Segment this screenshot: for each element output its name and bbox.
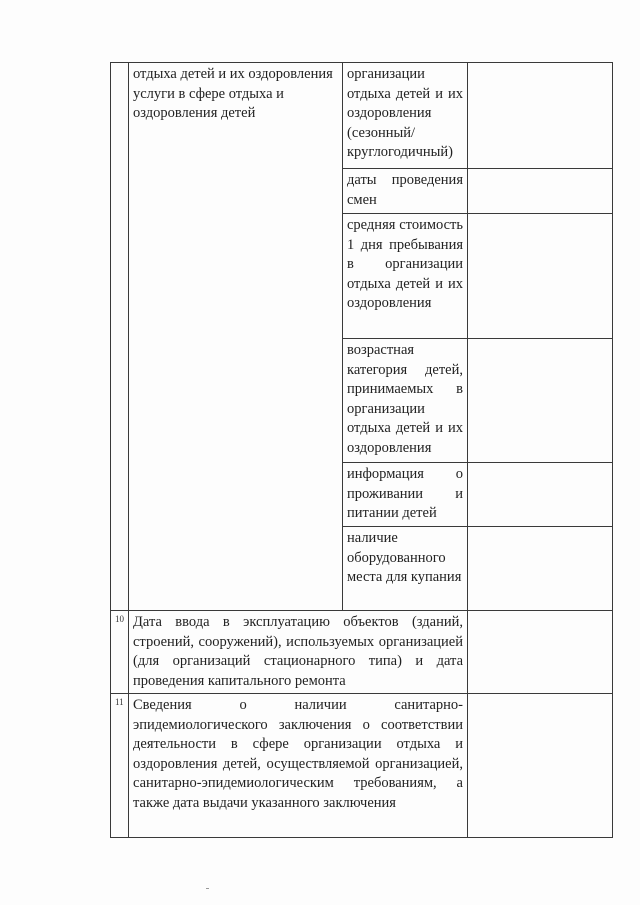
- value-cell: [468, 463, 613, 527]
- sub-item-label: наличие оборудованного места для купания: [347, 530, 462, 585]
- sub-item-label: возрастная категория детей, принимаемых в организации отдыха детей и их оздоровления: [347, 342, 463, 456]
- scan-speck: [206, 888, 209, 889]
- value-cell: [468, 339, 613, 463]
- table-row: [111, 694, 613, 838]
- sub-item-cell: [343, 63, 468, 169]
- value-cell: [468, 527, 613, 611]
- row-description-cell: [129, 611, 468, 694]
- table-row: [111, 63, 613, 169]
- table-row: [111, 611, 613, 694]
- value-cell: [468, 694, 613, 838]
- row-description: отдыха детей и их оздоровления услуги в сфере отдыха и оздоровления детей: [133, 66, 333, 121]
- row-number-cell: [111, 694, 129, 838]
- sub-item-label: средняя стоимость 1 дня пребывания в организации отдыха детей и их оздоровления: [347, 217, 463, 311]
- sub-item-cell: [343, 214, 468, 339]
- value-cell: [468, 169, 613, 214]
- info-table: [110, 62, 613, 838]
- row-number-cell: [111, 63, 129, 611]
- sub-item-cell: [343, 463, 468, 527]
- row-description: Дата ввода в эксплуатацию объектов (зданий, строений, сооружений), используемых организацией (для организаций стационарного типа) и дата проведения капитального ремонта: [133, 614, 463, 689]
- row-number: 10: [115, 614, 124, 624]
- row-description-cell: [129, 694, 468, 838]
- value-cell: [468, 63, 613, 169]
- value-cell: [468, 611, 613, 694]
- sub-item-cell: [343, 339, 468, 463]
- row-description: Сведения о наличии санитарно-эпидемиологического заключения о соответствии деятельности в сфере организации отдыха и оздоровления детей, осуществляемой организацией, санитарно-эпидемиологическим требованиям, а также дата выдачи указанного заключения: [133, 697, 463, 811]
- row-description-cell: [129, 63, 343, 611]
- row-number-cell: [111, 611, 129, 694]
- row-number: 11: [115, 697, 124, 707]
- sub-item-label: организации отдыха детей и их оздоровления (сезонный/круглогодичный): [347, 66, 463, 160]
- value-cell: [468, 214, 613, 339]
- sub-item-cell: [343, 527, 468, 611]
- sub-item-label: даты проведения смен: [347, 172, 463, 208]
- sub-item-label: информация о проживании и питании детей: [347, 466, 463, 521]
- sub-item-cell: [343, 169, 468, 214]
